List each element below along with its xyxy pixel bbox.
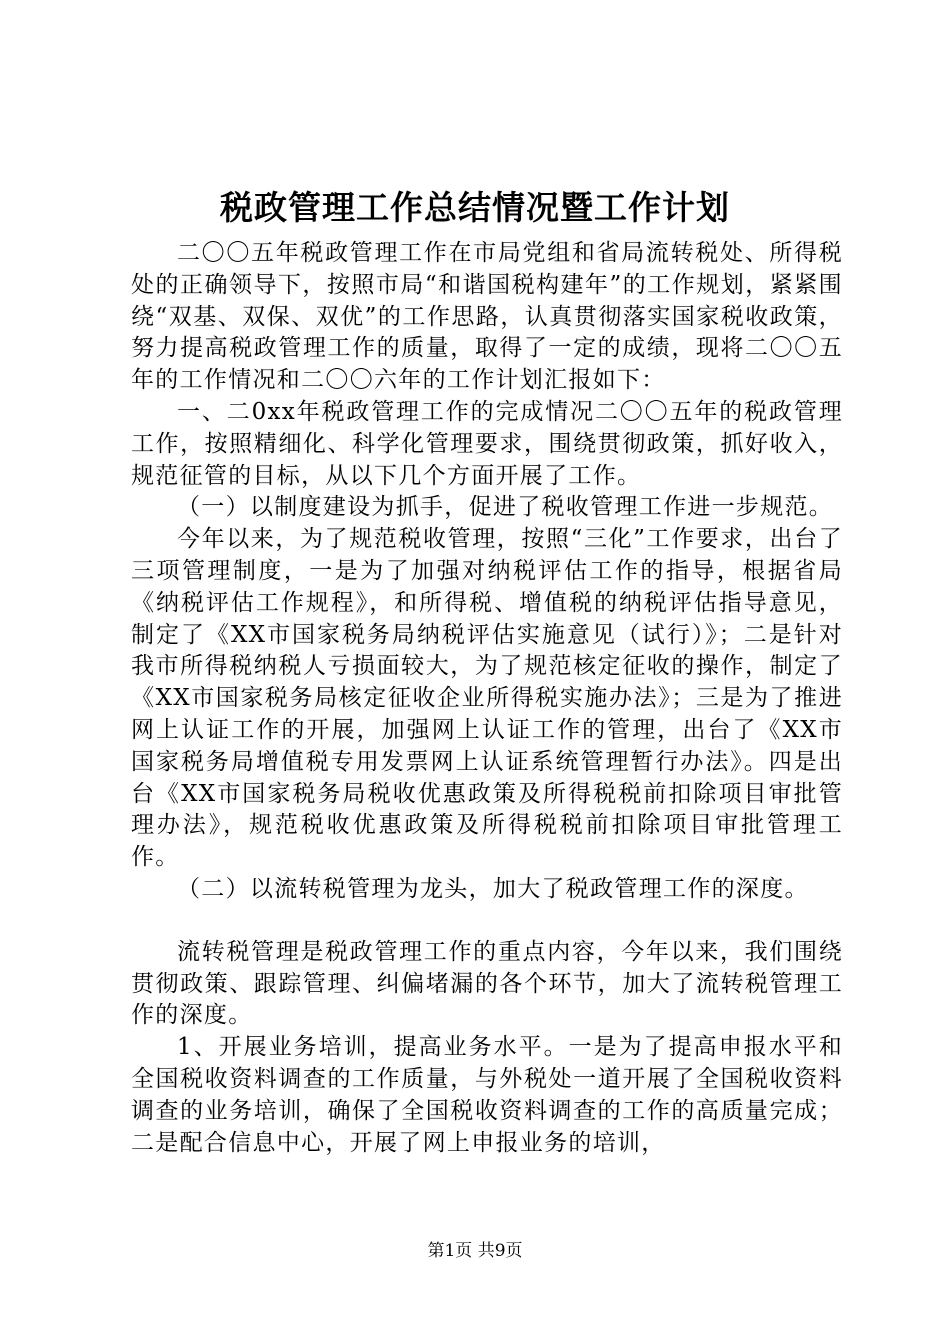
body-paragraph-3: 1、开展业务培训，提高业务水平。一是为了提高申报水平和全国税收资料调查的工作质量，与外税处一道开展了全国税收资料调查的业务培训，确保了全国税收资料调查的工作的高质量完成；二是配合信息中心，开展了网上申报业务的培训， xyxy=(131,1034,843,1156)
subsection-heading-1: （一）以制度建设为抓手，促进了税收管理工作进一步规范。 xyxy=(177,494,834,521)
section-heading-1: 一、二0xx年税政管理工作的完成情况二〇〇五年的税政管理工作，按照精细化、科学化管理要求，围绕贯彻政策，抓好收入，规范征管的目标，从以下几个方面开展了工作。 xyxy=(131,398,843,489)
document-title: 税政管理工作总结情况暨工作计划 xyxy=(220,188,730,227)
subsection-heading-2: （二）以流转税管理为龙头，加大了税政管理工作的深度。 xyxy=(177,875,809,902)
paragraph-spacer xyxy=(131,906,843,937)
document-body xyxy=(131,238,843,1159)
body-paragraph-1: 今年以来，为了规范税收管理，按照“三化”工作要求，出台了三项管理制度，一是为了加强对纳税评估工作的指导，根据省局《纳税评估工作规程》，和所得税、增值税的纳税评估指导意见，制定了《XX市国家税务局纳税评估实施意见（试行）》；二是针对我市所得税纳税人亏损面较大，为了规范核定征收的操作，制定了《XX市国家税务局核定征收企业所得税实施办法》；三是为了推进网上认证工作的开展，加强网上认证工作的管理，出台了《XX市国家税务局增值税专用发票网上认证系统管理暂行办法》。四是出台《XX市国家税务局税收优惠政策及所得税税前扣除项目审批管理办法》，规范税收优惠政策及所得税税前扣除项目审批管理工作。 xyxy=(131,526,843,871)
intro-paragraph: 二〇〇五年税政管理工作在市局党组和省局流转税处、所得税处的正确领导下，按照市局“和谐国税构建年”的工作规划，紧紧围绕“双基、双保、双优”的工作思路，认真贯彻落实国家税收政策，努力提高税政管理工作的质量，取得了一定的成绩，现将二〇〇五年的工作情况和二〇〇六年的工作计划汇报如下： xyxy=(131,240,843,394)
page-footer: 第1页 共9页 xyxy=(427,1241,523,1261)
body-paragraph-2: 流转税管理是税政管理工作的重点内容，今年以来，我们围绕贯彻政策、跟踪管理、纠偏堵漏的各个环节，加大了流转税管理工作的深度。 xyxy=(131,938,843,1029)
